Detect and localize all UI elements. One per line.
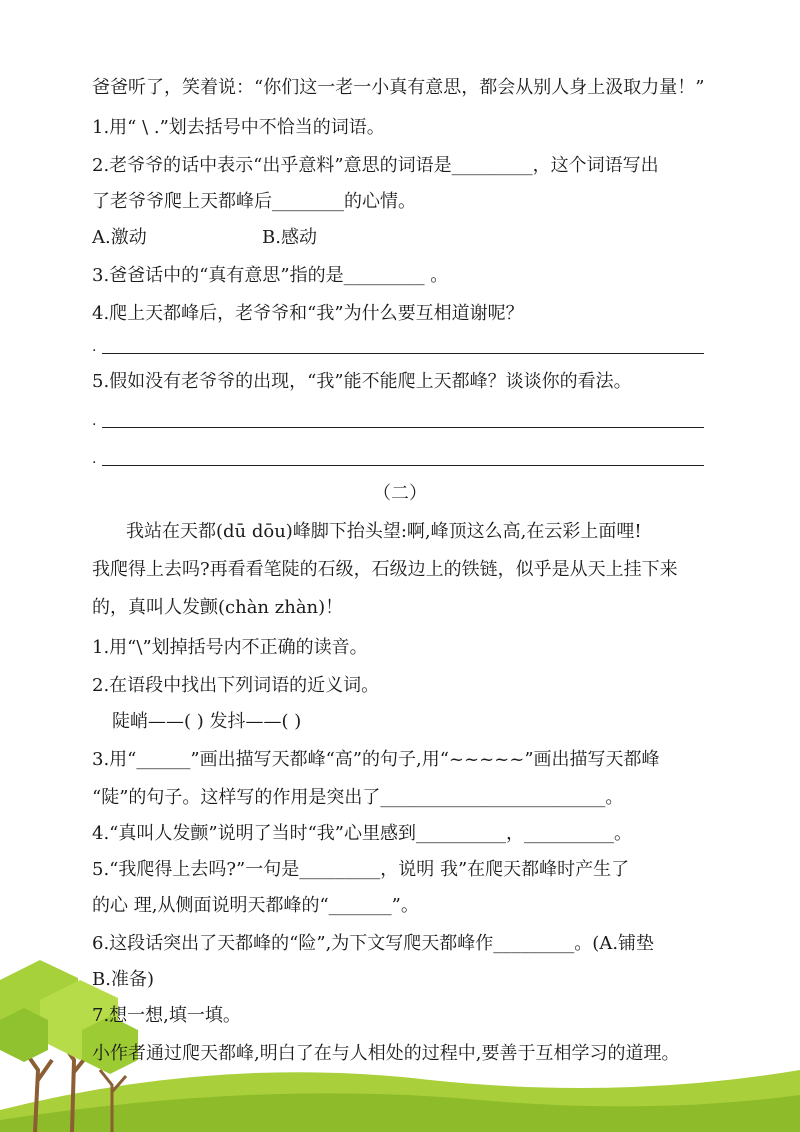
synonym-blanks: 陡峭——( ) 发抖——( ) bbox=[112, 711, 302, 732]
passage-line-1: 我站在天都(dū dōu)峰脚下抬头望:啊,峰顶这么高,在云彩上面哩! bbox=[126, 521, 642, 542]
question-3: 3.爸爸话中的“真有意思”指的是_________ 。 bbox=[92, 265, 449, 286]
answer-line bbox=[102, 353, 704, 354]
question-2-4: 4.“真叫人发颤”说明了当时“我”心里感到__________，__________。 bbox=[92, 823, 632, 844]
answer-line bbox=[102, 427, 704, 428]
passage-last-line: 爸爸听了，笑着说：“你们这一老一小真有意思，都会从别人身上汲取力量！” bbox=[92, 77, 705, 98]
question-2-7: 7.想一想,填一填。 bbox=[92, 1005, 241, 1026]
answer-line-dot: . bbox=[92, 339, 97, 355]
question-5: 5.假如没有老爷爷的出现，“我”能不能爬上天都峰？谈谈你的看法。 bbox=[92, 371, 632, 392]
question-2-5-line-2: 的心 理,从侧面说明天都峰的“_______”。 bbox=[92, 895, 419, 916]
question-2-6-line-2: B.准备) bbox=[92, 969, 154, 990]
question-2-7-sentence: 小作者通过爬天都峰,明白了在与人相处的过程中,要善于互相学习的道理。 bbox=[92, 1043, 680, 1064]
question-1: 1.用“ \ .”划去括号中不恰当的词语。 bbox=[92, 117, 385, 138]
passage-line-2: 我爬得上去吗?再看看笔陡的石级，石级边上的铁链，似乎是从天上挂下来 bbox=[92, 559, 678, 580]
question-2-line-2: 了老爷爷爬上天都峰后________的心情。 bbox=[92, 191, 416, 212]
section-title: （二） bbox=[373, 483, 427, 504]
question-2-3-line-1: 3.用“______”画出描写天都峰“高”的句子,用“~~~~~”画出描写天都峰 bbox=[92, 749, 660, 770]
question-2-line-1: 2.老爷爷的话中表示“出乎意料”意思的词语是_________，这个词语写出 bbox=[92, 155, 659, 176]
question-2-6-line-1: 6.这段话突出了天都峰的“险”,为下文写爬天都峰作_________。(A.铺垫 bbox=[92, 933, 655, 954]
question-4: 4.爬上天都峰后，老爷爷和“我”为什么要互相道谢呢？ bbox=[92, 303, 524, 324]
question-2-1: 1.用“\”划掉括号内不正确的读音。 bbox=[92, 637, 368, 658]
question-2-5-line-1: 5.“我爬得上去吗?”一句是_________，说明 我”在爬天都峰时产生了 bbox=[92, 859, 630, 880]
option-a: A.激动 bbox=[92, 227, 147, 248]
question-2-3-line-2: “陡”的句子。这样写的作用是突出了_________________________。 bbox=[92, 787, 624, 808]
option-b: B.感动 bbox=[262, 227, 317, 248]
passage-line-3: 的，真叫人发颤(chàn zhàn)！ bbox=[92, 597, 344, 618]
answer-line-dot: . bbox=[92, 413, 97, 429]
answer-line-dot: . bbox=[92, 451, 97, 467]
question-2-2: 2.在语段中找出下列词语的近义词。 bbox=[92, 675, 380, 696]
answer-line bbox=[102, 465, 704, 466]
